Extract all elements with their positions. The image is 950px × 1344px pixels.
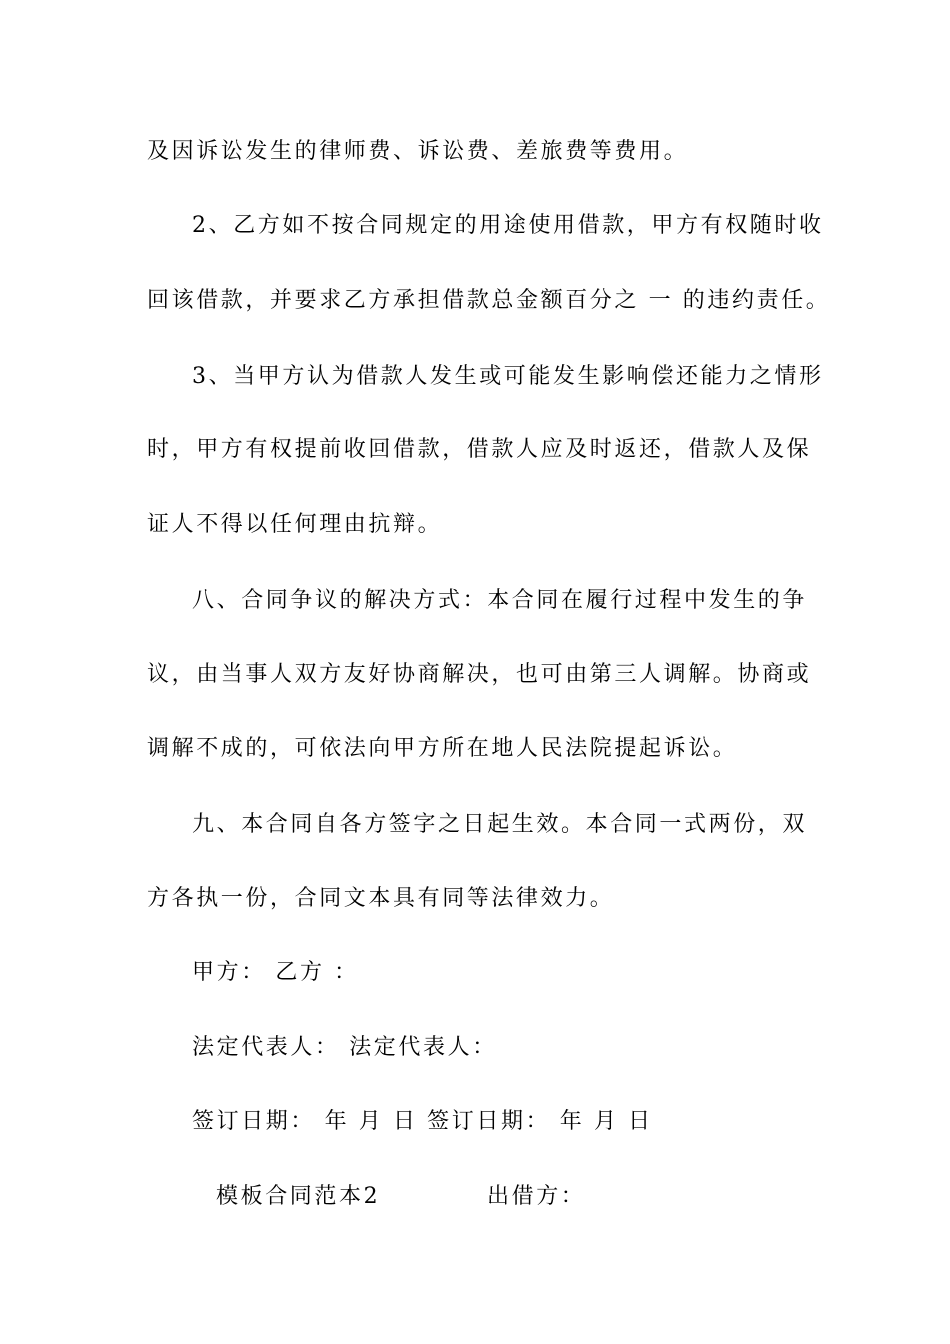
paragraph-line: 2、乙方如不按合同规定的用途使用借款，甲方有权随时收 <box>192 213 824 238</box>
paragraph-line: 九、本合同自各方签字之日起生效。本合同一式两份，双 <box>192 812 808 837</box>
paragraph-line: 方各执一份，合同文本具有同等法律效力。 <box>147 886 615 911</box>
paragraph-line: 时，甲方有权提前收回借款，借款人应及时返还，借款人及保 <box>147 437 812 462</box>
paragraph-line: 议，由当事人双方友好协商解决，也可由第三人调解。协商或 <box>147 662 812 687</box>
party-labels: 甲方： 乙方 ： <box>192 960 359 985</box>
template-title: 模板合同范本2 <box>216 1184 381 1209</box>
paragraph-line: 八、合同争议的解决方式：本合同在履行过程中发生的争 <box>192 588 808 613</box>
paragraph-line: 3、当甲方认为借款人发生或可能发生影响偿还能力之情形 <box>192 364 824 389</box>
signing-date-labels: 签订日期： 年 月 日 签订日期： 年 月 日 <box>192 1109 653 1134</box>
lender-label: 出借方： <box>487 1184 586 1209</box>
paragraph-line: 回该借款，并要求乙方承担借款总金额百分之 一 的违约责任。 <box>147 288 831 313</box>
paragraph-line: 证人不得以任何理由抗辩。 <box>147 512 443 537</box>
paragraph-line: 及因诉讼发生的律师费、诉讼费、差旅费等费用。 <box>147 139 689 164</box>
legal-representative-labels: 法定代表人： 法定代表人： <box>192 1035 497 1060</box>
paragraph-line: 调解不成的，可依法向甲方所在地人民法院提起诉讼。 <box>147 736 738 761</box>
